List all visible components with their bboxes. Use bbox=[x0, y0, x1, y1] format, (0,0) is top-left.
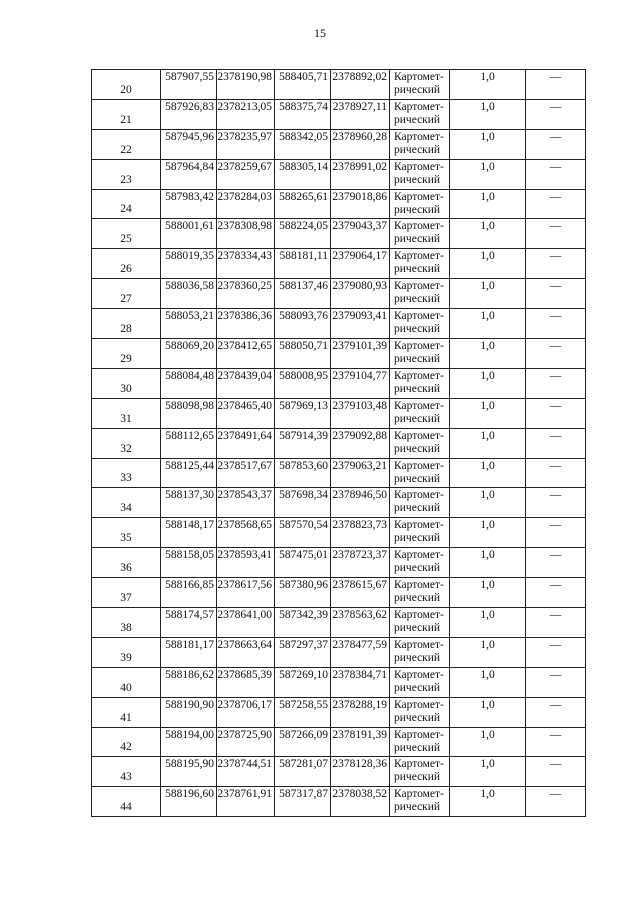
table-body bbox=[92, 70, 586, 817]
table-row bbox=[92, 488, 586, 518]
x1-cell: 588174,57 bbox=[161, 608, 217, 638]
x2-cell: 587281,07 bbox=[275, 757, 331, 787]
accuracy-cell: 1,0 bbox=[450, 667, 526, 697]
point-number-cell: 42 bbox=[92, 727, 161, 757]
note-cell: — bbox=[526, 309, 586, 339]
x2-cell: 587317,87 bbox=[275, 787, 331, 817]
note-cell: — bbox=[526, 428, 586, 458]
point-number-cell: 25 bbox=[92, 219, 161, 249]
y1-cell: 2378706,17 bbox=[217, 697, 275, 727]
accuracy-cell: 1,0 bbox=[450, 727, 526, 757]
accuracy-cell: 1,0 bbox=[450, 189, 526, 219]
method-line-1: Картомет- bbox=[394, 429, 444, 442]
y1-cell: 2378284,03 bbox=[217, 189, 275, 219]
y1-cell: 2378360,25 bbox=[217, 279, 275, 309]
method-cell bbox=[390, 428, 450, 458]
note-cell: — bbox=[526, 279, 586, 309]
accuracy-cell: 1,0 bbox=[450, 548, 526, 578]
note-cell: — bbox=[526, 159, 586, 189]
x2-cell: 588181,11 bbox=[275, 249, 331, 279]
method-line-1: Картомет- bbox=[394, 190, 444, 203]
x2-cell: 588093,76 bbox=[275, 309, 331, 339]
point-number-cell: 30 bbox=[92, 368, 161, 398]
point-number-cell: 26 bbox=[92, 249, 161, 279]
point-number-cell: 22 bbox=[92, 129, 161, 159]
method-line-1: Картомет- bbox=[394, 579, 444, 592]
method-line-2: рический bbox=[394, 173, 441, 186]
method-cell bbox=[390, 368, 450, 398]
method-line-2: рический bbox=[394, 472, 441, 485]
x1-cell: 588158,05 bbox=[161, 548, 217, 578]
x2-cell: 587380,96 bbox=[275, 578, 331, 608]
method-cell bbox=[390, 99, 450, 129]
note-cell: — bbox=[526, 339, 586, 369]
accuracy-cell: 1,0 bbox=[450, 398, 526, 428]
x1-cell: 588195,90 bbox=[161, 757, 217, 787]
point-number-cell: 36 bbox=[92, 548, 161, 578]
accuracy-cell: 1,0 bbox=[450, 219, 526, 249]
note-cell: — bbox=[526, 129, 586, 159]
method-cell bbox=[390, 398, 450, 428]
x2-cell: 587269,10 bbox=[275, 667, 331, 697]
x1-cell: 588148,17 bbox=[161, 518, 217, 548]
y1-cell: 2378235,97 bbox=[217, 129, 275, 159]
note-cell: — bbox=[526, 249, 586, 279]
y2-cell: 2378128,36 bbox=[331, 757, 390, 787]
y2-cell: 2379080,93 bbox=[331, 279, 390, 309]
point-number-cell: 29 bbox=[92, 339, 161, 369]
y1-cell: 2378663,64 bbox=[217, 637, 275, 667]
x1-cell: 588084,48 bbox=[161, 368, 217, 398]
y2-cell: 2379043,37 bbox=[331, 219, 390, 249]
method-line-1: Картомет- bbox=[394, 698, 444, 711]
method-cell bbox=[390, 637, 450, 667]
method-line-2: рический bbox=[394, 84, 441, 96]
method-line-1: Картомет- bbox=[394, 399, 444, 412]
accuracy-cell: 1,0 bbox=[450, 458, 526, 488]
accuracy-cell: 1,0 bbox=[450, 787, 526, 817]
point-number-cell: 32 bbox=[92, 428, 161, 458]
method-line-1: Картомет- bbox=[394, 280, 444, 293]
y1-cell: 2378334,43 bbox=[217, 249, 275, 279]
accuracy-cell: 1,0 bbox=[450, 309, 526, 339]
method-line-1: Картомет- bbox=[394, 130, 444, 143]
method-cell bbox=[390, 189, 450, 219]
method-line-2: рический bbox=[394, 592, 441, 605]
x2-cell: 587266,09 bbox=[275, 727, 331, 757]
x2-cell: 588050,71 bbox=[275, 339, 331, 369]
method-line-2: рический bbox=[394, 382, 441, 395]
accuracy-cell: 1,0 bbox=[450, 488, 526, 518]
note-cell: — bbox=[526, 787, 586, 817]
method-line-2: рический bbox=[394, 651, 441, 664]
method-line-2: рический bbox=[394, 143, 441, 156]
x1-cell: 588125,44 bbox=[161, 458, 217, 488]
method-cell bbox=[390, 727, 450, 757]
point-number-cell: 35 bbox=[92, 518, 161, 548]
y1-cell: 2378593,41 bbox=[217, 548, 275, 578]
method-line-2: рический bbox=[394, 562, 441, 575]
method-line-1: Картомет- bbox=[394, 100, 444, 113]
point-number-cell: 33 bbox=[92, 458, 161, 488]
note-cell: — bbox=[526, 219, 586, 249]
y1-cell: 2378386,36 bbox=[217, 309, 275, 339]
point-number-cell: 24 bbox=[92, 189, 161, 219]
y2-cell: 2378288,19 bbox=[331, 697, 390, 727]
x1-cell: 587983,42 bbox=[161, 189, 217, 219]
y2-cell: 2379104,77 bbox=[331, 368, 390, 398]
point-number-cell: 28 bbox=[92, 309, 161, 339]
method-line-1: Картомет- bbox=[394, 71, 444, 83]
x1-cell: 588053,21 bbox=[161, 309, 217, 339]
x1-cell: 588098,98 bbox=[161, 398, 217, 428]
note-cell: — bbox=[526, 488, 586, 518]
table-row bbox=[92, 548, 586, 578]
page-number: 15 bbox=[314, 26, 326, 40]
note-cell: — bbox=[526, 548, 586, 578]
method-line-1: Картомет- bbox=[394, 160, 444, 173]
table-row bbox=[92, 428, 586, 458]
y2-cell: 2378038,52 bbox=[331, 787, 390, 817]
y1-cell: 2378190,98 bbox=[217, 70, 275, 100]
note-cell: — bbox=[526, 70, 586, 100]
x2-cell: 587258,55 bbox=[275, 697, 331, 727]
y1-cell: 2378641,00 bbox=[217, 608, 275, 638]
x1-cell: 588019,35 bbox=[161, 249, 217, 279]
table-row bbox=[92, 458, 586, 488]
x1-cell: 588181,17 bbox=[161, 637, 217, 667]
method-line-1: Картомет- bbox=[394, 459, 444, 472]
y1-cell: 2378213,05 bbox=[217, 99, 275, 129]
method-line-2: рический bbox=[394, 502, 441, 515]
table-row bbox=[92, 279, 586, 309]
y2-cell: 2378477,59 bbox=[331, 637, 390, 667]
method-line-1: Картомет- bbox=[394, 728, 444, 741]
note-cell: — bbox=[526, 578, 586, 608]
y1-cell: 2378744,51 bbox=[217, 757, 275, 787]
y2-cell: 2378927,11 bbox=[331, 99, 390, 129]
method-cell bbox=[390, 309, 450, 339]
note-cell: — bbox=[526, 608, 586, 638]
x1-cell: 588166,85 bbox=[161, 578, 217, 608]
y2-cell: 2379093,41 bbox=[331, 309, 390, 339]
method-line-1: Картомет- bbox=[394, 369, 444, 382]
method-line-1: Картомет- bbox=[394, 250, 444, 263]
method-line-1: Картомет- bbox=[394, 549, 444, 562]
accuracy-cell: 1,0 bbox=[450, 339, 526, 369]
method-line-1: Картомет- bbox=[394, 220, 444, 233]
method-cell bbox=[390, 667, 450, 697]
note-cell: — bbox=[526, 757, 586, 787]
method-line-1: Картомет- bbox=[394, 668, 444, 681]
method-line-1: Картомет- bbox=[394, 519, 444, 532]
x1-cell: 587964,84 bbox=[161, 159, 217, 189]
method-line-2: рический bbox=[394, 233, 441, 246]
note-cell: — bbox=[526, 99, 586, 129]
accuracy-cell: 1,0 bbox=[450, 608, 526, 638]
x1-cell: 588190,90 bbox=[161, 697, 217, 727]
y2-cell: 2378892,02 bbox=[331, 70, 390, 100]
table-row bbox=[92, 99, 586, 129]
method-line-2: рический bbox=[394, 353, 441, 366]
x1-cell: 588137,30 bbox=[161, 488, 217, 518]
x2-cell: 588305,14 bbox=[275, 159, 331, 189]
y2-cell: 2378191,39 bbox=[331, 727, 390, 757]
table-row bbox=[92, 129, 586, 159]
table-row bbox=[92, 727, 586, 757]
accuracy-cell: 1,0 bbox=[450, 697, 526, 727]
table-row bbox=[92, 667, 586, 697]
table-row bbox=[92, 578, 586, 608]
x2-cell: 587342,39 bbox=[275, 608, 331, 638]
x2-cell: 588137,46 bbox=[275, 279, 331, 309]
point-number-cell: 40 bbox=[92, 667, 161, 697]
x1-cell: 588069,20 bbox=[161, 339, 217, 369]
table-row bbox=[92, 219, 586, 249]
method-cell bbox=[390, 339, 450, 369]
y2-cell: 2378384,71 bbox=[331, 667, 390, 697]
table-row bbox=[92, 189, 586, 219]
method-line-1: Картомет- bbox=[394, 310, 444, 323]
method-line-1: Картомет- bbox=[394, 758, 444, 771]
y2-cell: 2378723,37 bbox=[331, 548, 390, 578]
x1-cell: 588001,61 bbox=[161, 219, 217, 249]
method-cell bbox=[390, 159, 450, 189]
y1-cell: 2378725,90 bbox=[217, 727, 275, 757]
x2-cell: 587914,39 bbox=[275, 428, 331, 458]
point-number-cell: 38 bbox=[92, 608, 161, 638]
table-row bbox=[92, 249, 586, 279]
method-line-2: рический bbox=[394, 442, 441, 455]
accuracy-cell: 1,0 bbox=[450, 99, 526, 129]
method-cell bbox=[390, 219, 450, 249]
x2-cell: 587475,01 bbox=[275, 548, 331, 578]
x1-cell: 588186,62 bbox=[161, 667, 217, 697]
table-row bbox=[92, 608, 586, 638]
accuracy-cell: 1,0 bbox=[450, 637, 526, 667]
point-number-cell: 34 bbox=[92, 488, 161, 518]
x1-cell: 588036,58 bbox=[161, 279, 217, 309]
y2-cell: 2378823,73 bbox=[331, 518, 390, 548]
method-line-2: рический bbox=[394, 323, 441, 336]
method-cell bbox=[390, 787, 450, 817]
point-number-cell: 27 bbox=[92, 279, 161, 309]
y1-cell: 2378412,65 bbox=[217, 339, 275, 369]
method-line-2: рический bbox=[394, 263, 441, 276]
method-cell bbox=[390, 70, 450, 100]
y1-cell: 2378308,98 bbox=[217, 219, 275, 249]
note-cell: — bbox=[526, 189, 586, 219]
table-row bbox=[92, 757, 586, 787]
point-number-cell: 21 bbox=[92, 99, 161, 129]
y2-cell: 2378563,62 bbox=[331, 608, 390, 638]
y1-cell: 2378465,40 bbox=[217, 398, 275, 428]
accuracy-cell: 1,0 bbox=[450, 129, 526, 159]
method-line-2: рический bbox=[394, 412, 441, 425]
table-row bbox=[92, 398, 586, 428]
x1-cell: 587926,83 bbox=[161, 99, 217, 129]
x2-cell: 587297,37 bbox=[275, 637, 331, 667]
x1-cell: 588112,65 bbox=[161, 428, 217, 458]
y1-cell: 2378517,67 bbox=[217, 458, 275, 488]
method-cell bbox=[390, 458, 450, 488]
method-line-1: Картомет- bbox=[394, 340, 444, 353]
method-cell bbox=[390, 578, 450, 608]
x1-cell: 588194,00 bbox=[161, 727, 217, 757]
y2-cell: 2378615,67 bbox=[331, 578, 390, 608]
point-number-cell: 31 bbox=[92, 398, 161, 428]
x2-cell: 588405,71 bbox=[275, 70, 331, 100]
x2-cell: 587969,13 bbox=[275, 398, 331, 428]
accuracy-cell: 1,0 bbox=[450, 279, 526, 309]
table-row bbox=[92, 697, 586, 727]
y1-cell: 2378491,64 bbox=[217, 428, 275, 458]
table-row bbox=[92, 339, 586, 369]
note-cell: — bbox=[526, 637, 586, 667]
y2-cell: 2379092,88 bbox=[331, 428, 390, 458]
accuracy-cell: 1,0 bbox=[450, 159, 526, 189]
x1-cell: 588196,60 bbox=[161, 787, 217, 817]
point-number-cell: 20 bbox=[92, 70, 161, 100]
y1-cell: 2378439,04 bbox=[217, 368, 275, 398]
point-number-cell: 39 bbox=[92, 637, 161, 667]
note-cell: — bbox=[526, 458, 586, 488]
y2-cell: 2379064,17 bbox=[331, 249, 390, 279]
y2-cell: 2378946,50 bbox=[331, 488, 390, 518]
method-cell bbox=[390, 697, 450, 727]
table-row bbox=[92, 637, 586, 667]
table-row bbox=[92, 518, 586, 548]
table-row bbox=[92, 159, 586, 189]
x2-cell: 587853,60 bbox=[275, 458, 331, 488]
table-row bbox=[92, 70, 586, 100]
method-cell bbox=[390, 757, 450, 787]
y1-cell: 2378761,91 bbox=[217, 787, 275, 817]
y2-cell: 2379063,21 bbox=[331, 458, 390, 488]
accuracy-cell: 1,0 bbox=[450, 70, 526, 100]
note-cell: — bbox=[526, 727, 586, 757]
method-line-1: Картомет- bbox=[394, 788, 444, 801]
accuracy-cell: 1,0 bbox=[450, 578, 526, 608]
method-line-2: рический bbox=[394, 203, 441, 216]
y1-cell: 2378259,67 bbox=[217, 159, 275, 189]
method-cell bbox=[390, 129, 450, 159]
method-line-1: Картомет- bbox=[394, 609, 444, 622]
coordinates-table bbox=[91, 69, 586, 817]
method-line-2: рический bbox=[394, 711, 441, 724]
y1-cell: 2378685,39 bbox=[217, 667, 275, 697]
x2-cell: 588265,61 bbox=[275, 189, 331, 219]
method-cell bbox=[390, 279, 450, 309]
y2-cell: 2379018,86 bbox=[331, 189, 390, 219]
x2-cell: 587570,54 bbox=[275, 518, 331, 548]
y2-cell: 2378960,28 bbox=[331, 129, 390, 159]
accuracy-cell: 1,0 bbox=[450, 249, 526, 279]
method-cell bbox=[390, 518, 450, 548]
point-number-cell: 44 bbox=[92, 787, 161, 817]
table-row bbox=[92, 787, 586, 817]
method-line-2: рический bbox=[394, 741, 441, 754]
x1-cell: 587945,96 bbox=[161, 129, 217, 159]
note-cell: — bbox=[526, 518, 586, 548]
accuracy-cell: 1,0 bbox=[450, 518, 526, 548]
y2-cell: 2379103,48 bbox=[331, 398, 390, 428]
x2-cell: 588008,95 bbox=[275, 368, 331, 398]
method-line-2: рический bbox=[394, 622, 441, 635]
method-line-2: рический bbox=[394, 532, 441, 545]
note-cell: — bbox=[526, 697, 586, 727]
method-line-2: рический bbox=[394, 771, 441, 784]
x2-cell: 587698,34 bbox=[275, 488, 331, 518]
table-row bbox=[92, 368, 586, 398]
y1-cell: 2378568,65 bbox=[217, 518, 275, 548]
method-line-2: рический bbox=[394, 681, 441, 694]
accuracy-cell: 1,0 bbox=[450, 368, 526, 398]
x2-cell: 588342,05 bbox=[275, 129, 331, 159]
y2-cell: 2379101,39 bbox=[331, 339, 390, 369]
method-line-2: рический bbox=[394, 293, 441, 306]
method-cell bbox=[390, 249, 450, 279]
method-cell bbox=[390, 488, 450, 518]
x2-cell: 588375,74 bbox=[275, 99, 331, 129]
accuracy-cell: 1,0 bbox=[450, 428, 526, 458]
point-number-cell: 37 bbox=[92, 578, 161, 608]
y1-cell: 2378617,56 bbox=[217, 578, 275, 608]
table-row bbox=[92, 309, 586, 339]
y1-cell: 2378543,37 bbox=[217, 488, 275, 518]
method-cell bbox=[390, 608, 450, 638]
note-cell: — bbox=[526, 667, 586, 697]
point-number-cell: 23 bbox=[92, 159, 161, 189]
y2-cell: 2378991,02 bbox=[331, 159, 390, 189]
accuracy-cell: 1,0 bbox=[450, 757, 526, 787]
x1-cell: 587907,55 bbox=[161, 70, 217, 100]
note-cell: — bbox=[526, 398, 586, 428]
x2-cell: 588224,05 bbox=[275, 219, 331, 249]
method-line-1: Картомет- bbox=[394, 489, 444, 502]
point-number-cell: 43 bbox=[92, 757, 161, 787]
point-number-cell: 41 bbox=[92, 697, 161, 727]
method-line-1: Картомет- bbox=[394, 638, 444, 651]
method-line-2: рический bbox=[394, 113, 441, 126]
note-cell: — bbox=[526, 368, 586, 398]
method-line-2: рический bbox=[394, 801, 441, 814]
method-cell bbox=[390, 548, 450, 578]
